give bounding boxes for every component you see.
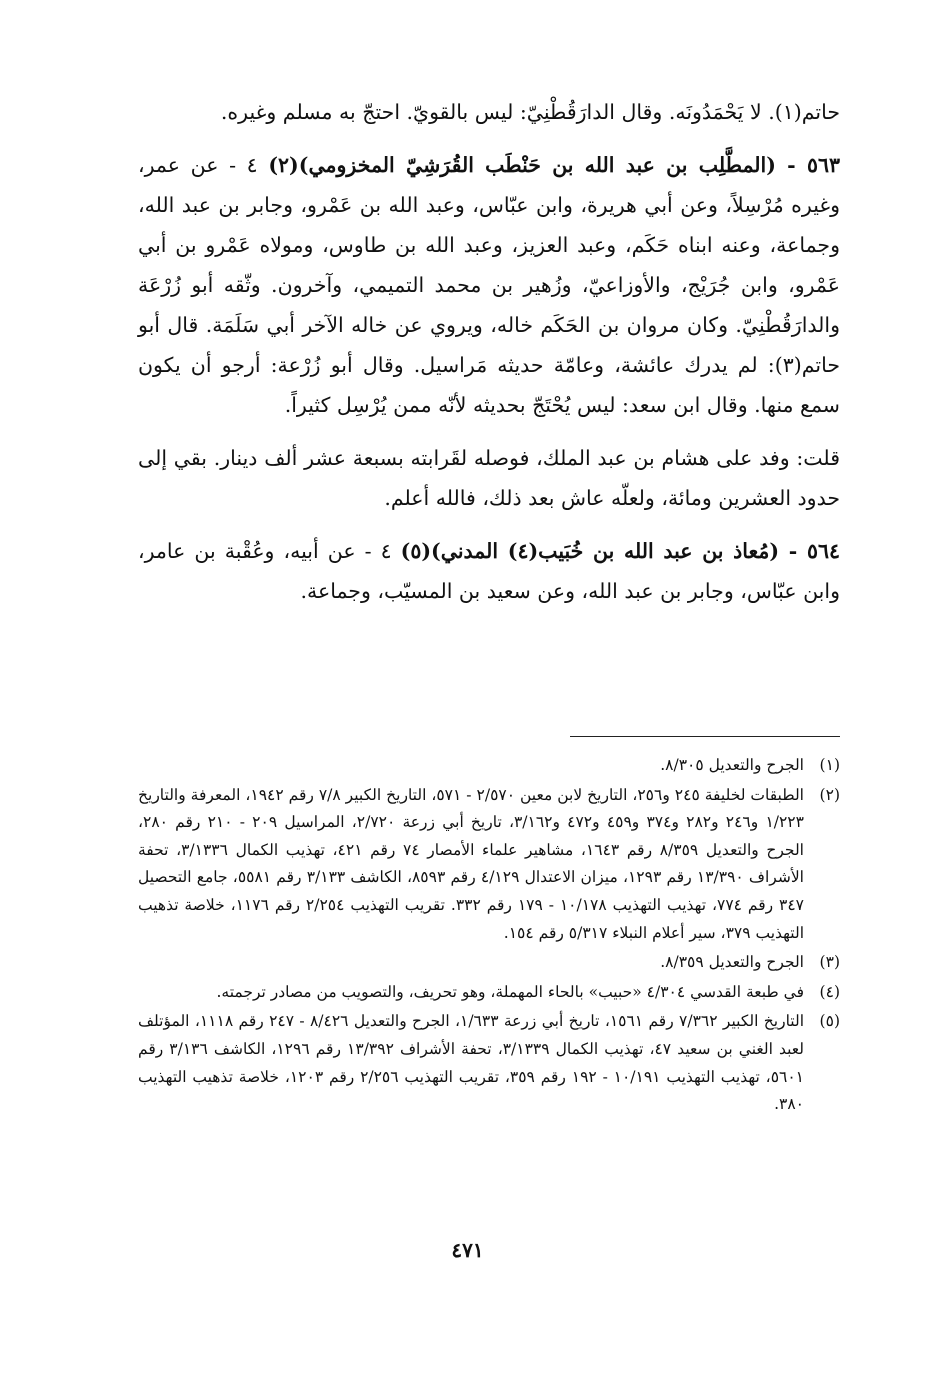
footnote-5 bbox=[138, 1008, 840, 1118]
footnote-1 bbox=[138, 752, 840, 780]
footnote-4 bbox=[138, 979, 840, 1007]
footnote-2 bbox=[138, 782, 840, 948]
footnote-number: (٣) bbox=[819, 953, 840, 972]
entry-564 bbox=[138, 531, 840, 611]
footnote-number: (٤) bbox=[819, 982, 840, 1001]
main-text bbox=[138, 92, 840, 611]
entry-564-heading: ٥٦٤ - (مُعاذ بن عبد الله بن خُبَيب(٤) المدني)(٥) bbox=[400, 539, 840, 563]
footnote-separator bbox=[570, 736, 840, 737]
footnote-text: في طبعة القدسي ٤/٣٠٤ «حبيب» بالحاء المهملة، وهو تحريف، والتصويب من مصادر ترجمته. bbox=[216, 982, 804, 1001]
page-number: ٤٧١ bbox=[451, 1238, 484, 1262]
footnote-text: الجرح والتعديل ٨/٣٥٩. bbox=[660, 953, 804, 972]
entry-564-body: ٤ - عن أبيه، وعُقْبة بن عامر، وابن عبّاس، وجابر بن عبد الله، وعن سعيد بن المسيّب، وجماعة. bbox=[138, 539, 840, 603]
footnote-text: التاريخ الكبير ٧/٣٦٢ رقم ١٥٦١، تاريخ أبي زرعة ١/٦٣٣، الجرح والتعديل ٨/٤٢٦ - ٢٤٧ رقم ١١١٨، المؤتلف لعبد الغني بن سعيد ٤٧، تهذيب الكمال ٣/١٣٣٩، تحفة الأشراف ١٣/٣٩٢ رقم ١٢٩٦، الكاشف ٣/١٣٦ رقم ٥٦٠١، تهذيب التهذيب ١٠/١٩١ - ١٩٢ رقم ٣٥٩، تقريب التهذيب ٢/٢٥٦ رقم ١٢٠٣، خلاصة تذهيب التهذيب ٣٨٠. bbox=[138, 1012, 804, 1114]
footnote-3 bbox=[138, 949, 840, 977]
footnote-number: (٥) bbox=[819, 1012, 840, 1031]
paragraph-continuation: حاتم(١). لا يَحْمَدُونَه. وقال الدارَقُطْنِيّ: ليس بالقويّ. احتجّ به مسلم وغيره. bbox=[220, 100, 840, 124]
footnote-number: (١) bbox=[819, 756, 840, 774]
footnote-text: الطبقات لخليفة ٢٤٥ و٢٥٦، التاريخ لابن معين ٢/٥٧٠ - ٥٧١، التاريخ الكبير ٧/٨ رقم ١٩٤٢، المعرفة والتاريخ ١/٢٢٣ و٢٤٦ و٢٨٢ و٣٧٤ و٤٥٩ و٤٧٢ و٣/١٦٢، تاريخ أبي زرعة ٢/٧٢٠، المراسيل ٢٠٩ - ٢١٠ رقم ٢٨٠، الجرح والتعديل ٨/٣٥٩ رقم ١٦٤٣، مشاهير علماء الأمصار ٧٤ رقم ٤٢١، تهذيب الكمال ٣/١٣٣٦، تحفة الأشراف ١٣/٣٩٠ رقم ١٢٩٣، ميزان الاعتدال ٤/١٢٩ رقم ٨٥٩٣، الكاشف ٣/١٣٣ رقم ٥٥٨١، جامع التحصيل ٣٤٧ رقم ٧٧٤، تهذيب التهذيب ١٠/١٧٨ - ١٧٩ رقم ٣٣٢. تقريب التهذيب ٢/٢٥٤ رقم ١١٧٦، خلاصة تذهيب التهذيب ٣٧٩، سير أعلام النبلاء ٥/٣١٧ رقم ١٥٤. bbox=[138, 785, 804, 942]
paragraph-author-note: قلت: وفد على هشام بن عبد الملك، فوصله لقَرابته بسبعة عشر ألف دينار. بقي إلى حدود العشرين ومائة، ولعلّه عاش بعد ذلك، فالله أعلم. bbox=[138, 446, 840, 510]
footnote-text: الجرح والتعديل ٨/٣٠٥. bbox=[660, 756, 804, 774]
entry-563-body: ٤ - عن عمر، وغيره مُرْسِلاً، وعن أبي هريرة، وابن عبّاس، وعبد الله بن عَمْرو، وجابر بن عبد الله، وجماعة، وعنه ابناه حَكَم، وعبد العزيز، وعبد الله بن طاوس، ومولاه عَمْرو بن أبي عَمْرو، وابن جُرَيْج، والأوزاعيّ، وزُهير بن محمد التميمي، وآخرون. وثّقه أبو زُرْعَة والدارَقُطْنِيّ. وكان مروان بن الحَكَم خاله، ويروي عن خاله الآخر أبي سَلَمَة. قال أبو حاتم(٣): لم يدرك عائشة، وعامّة حديثه مَراسيل. وقال أبو زُرْعة: أرجو أن يكون سمع منها. وقال ابن سعد: ليس يُحْتَجّ بحديثه لأنّه ممن يُرْسِل كثيراً. bbox=[138, 153, 840, 417]
entry-563-heading: ٥٦٣ - (المطَّلِب بن عبد الله بن حَنْطَب القُرَشِيّ المخزومي)(٢) bbox=[268, 153, 840, 177]
footnotes bbox=[138, 752, 840, 1121]
footnote-number: (٢) bbox=[819, 785, 840, 804]
entry-563 bbox=[138, 145, 840, 425]
